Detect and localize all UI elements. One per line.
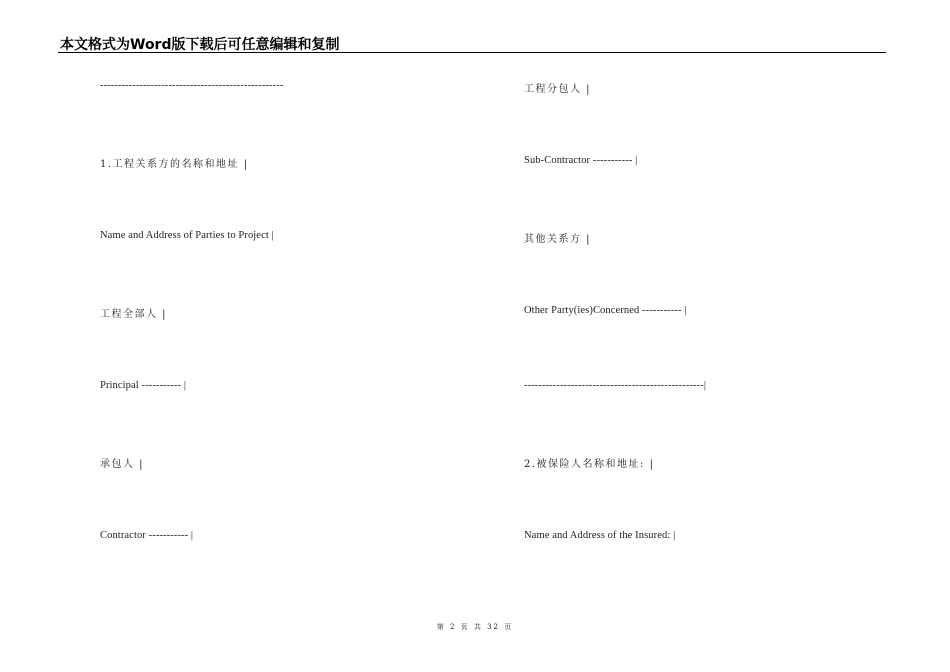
sub-contractor-label-en: Sub-Contractor ----------- |: [524, 155, 638, 166]
sub-contractor-label-cn: 工程分包人 |: [524, 84, 592, 95]
section-2-heading-english: Name and Address of the Insured: |: [524, 530, 676, 541]
header-divider: [58, 52, 886, 53]
page-header-title: 本文格式为Word版下载后可任意编辑和复制: [60, 37, 340, 53]
section-1-heading-english: Name and Address of Parties to Project |: [100, 230, 274, 241]
contractor-label-en: Contractor ----------- |: [100, 530, 194, 541]
section-2-heading: 2.被保险人名称和地址: |: [524, 459, 655, 470]
other-party-label-cn: 其他关系方 |: [524, 234, 592, 245]
section-1-heading: 1.工程关系方的名称和地址 |: [100, 159, 249, 170]
principal-label-en: Principal ----------- |: [100, 380, 187, 391]
contractor-label-cn: 承包人 |: [100, 459, 145, 470]
principal-label-cn: 工程全部人 |: [100, 309, 168, 320]
left-separator-line: ---------------------------------------------------: [100, 80, 284, 91]
page-number-footer: 第 2 页 共 32 页: [436, 623, 514, 631]
other-party-label-en: Other Party(ies)Concerned ----------- |: [524, 305, 687, 316]
right-separator-line: --------------------------------------------------|: [524, 380, 707, 391]
